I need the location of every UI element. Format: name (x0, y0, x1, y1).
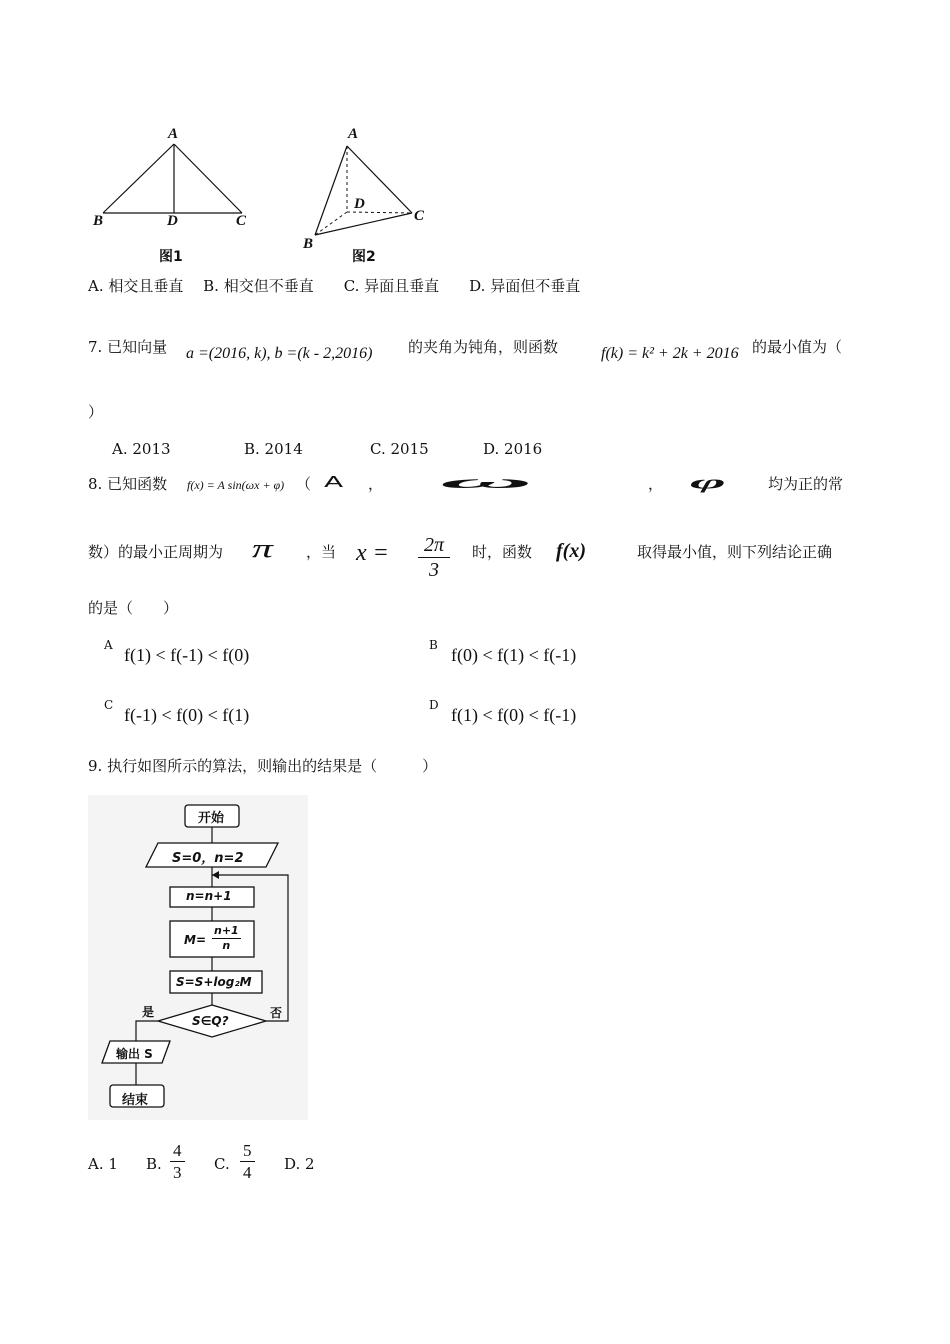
q9-option-b-frac (170, 1140, 185, 1183)
fig1-label-c: C (236, 213, 247, 229)
q9-option-c-num: 5 (240, 1140, 255, 1162)
q6-options: A. 相交且垂直 B. 相交但不垂直 C. 异面且垂直 D. 异面但不垂直 (88, 277, 581, 295)
q7-prefix: 7. 已知向量 (88, 338, 168, 356)
fig1-label-d: D (167, 213, 178, 229)
fig2-caption: 图2 (352, 249, 376, 265)
flow-step2-frac (212, 924, 241, 953)
q9-option-c-frac (240, 1140, 255, 1183)
q7-option-c: C. 2015 (370, 440, 429, 458)
q7-option-a: A. 2013 (112, 440, 171, 458)
flow-output: 输出 S (116, 1047, 153, 1061)
flow-step2-lhs: M= (184, 933, 206, 947)
q9-option-d: D. 2 (284, 1155, 315, 1173)
fig2-label-a: A (348, 126, 359, 142)
q8-comma-1: ， (368, 475, 384, 493)
q7-function: f(k) = k² + 2k + 2016 (601, 345, 739, 362)
q7-vectors: a =(2016, k), b =(k - 2,2016) (186, 345, 373, 362)
q8-option-a-expr: f(1) < f(-1) < f(0) (124, 645, 250, 665)
q8-fraction-num: 2π (418, 533, 450, 558)
q7-option-d: D. 2016 (483, 440, 543, 458)
flow-step2-num: n+1 (214, 924, 239, 937)
flow-step3: S=S+log₂M (176, 975, 252, 989)
flow-yes: 是 (142, 1005, 155, 1019)
flow-decision: S∈Q? (192, 1014, 229, 1028)
q8-line2-d: 取得最小值，则下列结论正确 (637, 543, 833, 561)
fig2-label-d: D (354, 196, 365, 212)
q7-option-b: B. 2014 (244, 440, 303, 458)
flow-no: 否 (270, 1006, 283, 1020)
q8-line3: 的是（ ） (88, 599, 179, 617)
q8-x-equals: x = (356, 540, 389, 566)
fig1-caption: 图1 (159, 249, 183, 265)
q8-symbol-a: A (324, 472, 344, 491)
q8-option-b-tag: B (429, 638, 438, 652)
flow-step2-den: n (222, 939, 231, 952)
q7-close: ） (88, 403, 104, 421)
q9-stem: 9. 执行如图所示的算法，则输出的结果是（ ） (88, 757, 438, 775)
fig1-label-a: A (168, 126, 179, 142)
q8-option-d-expr: f(1) < f(0) < f(-1) (451, 705, 577, 725)
q8-symbol-pi: π (252, 534, 273, 563)
flow-step1: n=n+1 (186, 889, 232, 903)
fig2-label-c: C (414, 208, 425, 224)
q8-option-c-expr: f(-1) < f(0) < f(1) (124, 705, 250, 725)
q7-suffix: 的最小值为（ (752, 338, 843, 356)
q8-function: f(x) = A sin(ωx + φ) (187, 478, 285, 492)
fig2-label-b: B (303, 236, 314, 252)
q8-tail-1: 均为正的常 (768, 475, 844, 493)
q9-option-a: A. 1 (88, 1155, 118, 1173)
q9-option-b-den: 3 (173, 1163, 182, 1182)
q7-middle: 的夹角为钝角，则函数 (408, 338, 559, 356)
flow-start: 开始 (198, 811, 225, 826)
q9-option-b-num: 4 (170, 1140, 185, 1162)
q8-fraction (418, 533, 450, 582)
q9-option-c-tag: C. (214, 1155, 230, 1173)
q8-line2-b: ，当 (306, 543, 337, 561)
q8-fx: f(x) (556, 540, 586, 562)
flow-init: S=0，n=2 (172, 851, 244, 866)
q9-option-b-tag: B. (146, 1155, 162, 1173)
q8-option-d-tag: D (429, 698, 439, 712)
q8-option-c-tag: C (104, 698, 114, 712)
q8-line2-a: 数）的最小正周期为 (88, 543, 224, 561)
q8-prefix: 8. 已知函数 (88, 475, 168, 493)
q8-fraction-den: 3 (429, 559, 440, 581)
fig1-label-b: B (93, 213, 104, 229)
q9-option-c-den: 4 (243, 1163, 252, 1182)
q8-symbol-phi: φ (690, 472, 726, 493)
q8-option-a-tag: A (104, 638, 113, 652)
q8-comma-2: ， (648, 475, 664, 493)
q8-symbol-omega: ω (440, 471, 533, 492)
q9-flowchart (88, 795, 308, 1120)
q8-option-b-expr: f(0) < f(1) < f(-1) (451, 645, 577, 665)
q8-line2-c: 时，函数 (472, 543, 533, 561)
q8-paren-open: （ (296, 475, 312, 493)
flow-end: 结束 (122, 1093, 149, 1108)
